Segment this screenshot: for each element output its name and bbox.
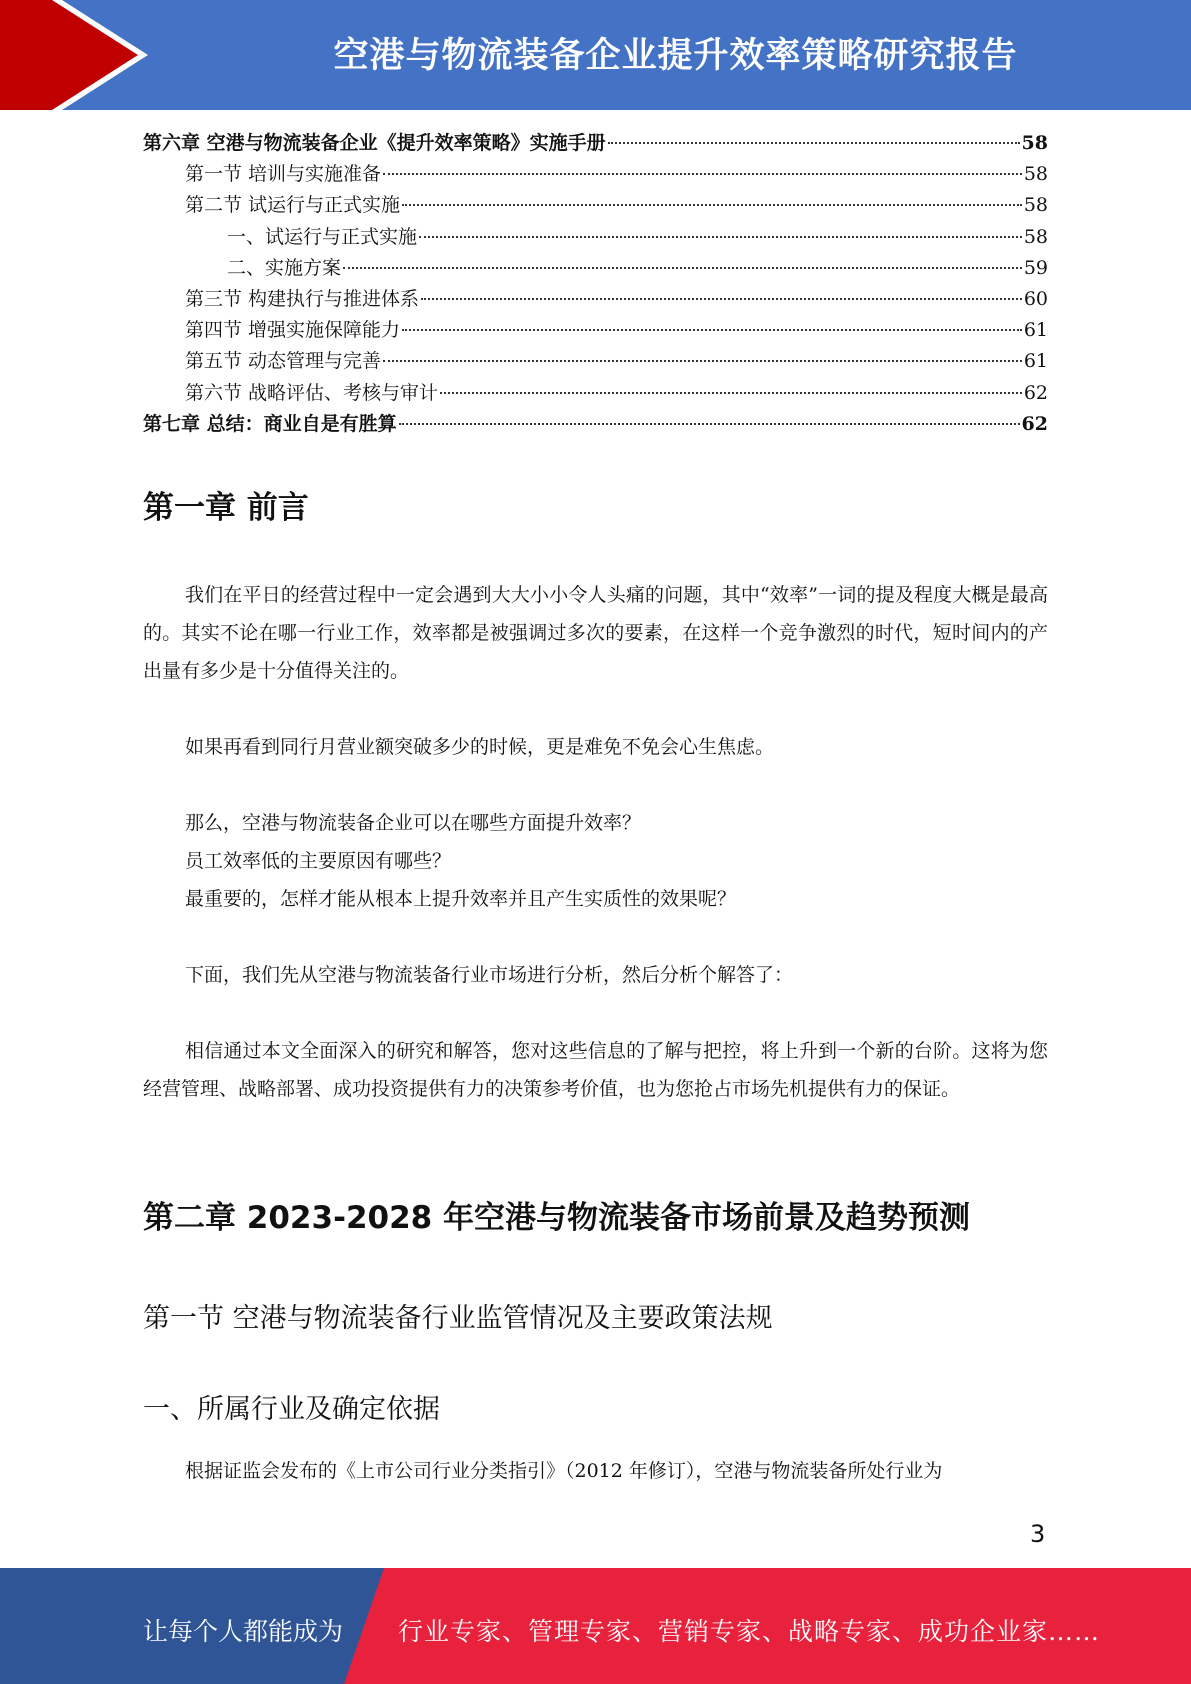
toc-entry-title: 二、实施方案 bbox=[227, 256, 342, 279]
paragraph: 如果再看到同行月营业额突破多少的时候，更是难免不免会心生焦虑。 bbox=[185, 736, 775, 758]
toc-leader-dots bbox=[608, 142, 1020, 144]
toc-entry[interactable] bbox=[143, 222, 1048, 253]
footer-banner bbox=[0, 1568, 1191, 1684]
toc-entry[interactable] bbox=[143, 284, 1048, 315]
toc-leader-dots bbox=[421, 298, 1022, 300]
paragraph: 根据证监会发布的《上市公司行业分类指引》（2012 年修订），空港与物流装备所处行业为 bbox=[185, 1460, 943, 1482]
toc-entry-title: 第六节 战略评估、考核与审计 bbox=[185, 381, 439, 404]
footer-slogan-left: 让每个人都能成为 bbox=[143, 1617, 344, 1646]
toc-entry-title: 第三节 构建执行与推进体系 bbox=[185, 287, 420, 310]
toc-entry-page: 60 bbox=[1023, 287, 1048, 310]
toc-entry-title: 第六章 空港与物流装备企业《提升效率策略》实施手册 bbox=[143, 132, 606, 154]
toc-entry-page: 58 bbox=[1023, 163, 1048, 186]
toc-entry[interactable] bbox=[143, 190, 1048, 221]
header-banner bbox=[0, 0, 1191, 110]
toc-entry-page: 58 bbox=[1021, 132, 1048, 154]
toc-entry-page: 61 bbox=[1023, 319, 1048, 342]
toc-leader-dots bbox=[383, 173, 1022, 175]
toc-entry[interactable] bbox=[143, 159, 1048, 190]
toc-entry-title: 一、试运行与正式实施 bbox=[227, 225, 418, 248]
toc-leader-dots bbox=[440, 392, 1022, 394]
toc-entry[interactable] bbox=[143, 128, 1048, 159]
paragraph: 员工效率低的主要原因有哪些？ bbox=[185, 850, 452, 872]
toc-entry-title: 第五节 动态管理与完善 bbox=[185, 350, 382, 373]
toc-entry-page: 58 bbox=[1023, 194, 1048, 217]
toc-leader-dots bbox=[383, 360, 1022, 362]
section-heading: 第一节 空港与物流装备行业监管情况及主要政策法规 bbox=[143, 1303, 773, 1334]
report-title: 空港与物流装备企业提升效率策略研究报告 bbox=[333, 36, 1018, 76]
toc-leader-dots bbox=[419, 236, 1022, 238]
toc-entry-title: 第七章 总结：商业自是有胜算 bbox=[143, 412, 397, 435]
toc-entry-page: 58 bbox=[1023, 225, 1048, 248]
toc-leader-dots bbox=[402, 204, 1022, 206]
toc-entry-title: 第一节 培训与实施准备 bbox=[185, 163, 382, 186]
paragraph: 那么，空港与物流装备企业可以在哪些方面提升效率？ bbox=[185, 812, 642, 834]
paragraph: 我们在平日的经营过程中一定会遇到大大小小令人头痛的问题，其中“效率”一词的提及程度大概是最高的。其实不论在哪一行业工作，效率都是被强调过多次的要素，在这样一个竞争激烈的时代，短时间内的产出量有多少是十分值得关注的。 bbox=[143, 584, 1048, 682]
toc-entry-title: 第四节 增强实施保障能力 bbox=[185, 319, 401, 342]
toc-entry[interactable] bbox=[143, 346, 1048, 377]
toc-entry[interactable] bbox=[143, 315, 1048, 346]
paragraph: 下面，我们先从空港与物流装备行业市场进行分析，然后分析个解答了： bbox=[185, 964, 794, 986]
header-chevron-icon bbox=[0, 0, 160, 110]
toc-leader-dots bbox=[399, 423, 1020, 425]
toc-leader-dots bbox=[402, 329, 1022, 331]
toc-entry-title: 第二节 试运行与正式实施 bbox=[185, 194, 401, 217]
chapter-heading: 第一章 前言 bbox=[143, 490, 309, 526]
paragraph: 相信通过本文全面深入的研究和解答，您对这些信息的了解与把控，将上升到一个新的台阶。这将为您经营管理、战略部署、成功投资提供有力的决策参考价值，也为您抢占市场先机提供有力的保证。 bbox=[143, 1040, 1048, 1100]
chapter-heading: 第二章 2023-2028 年空港与物流装备市场前景及趋势预测 bbox=[143, 1200, 971, 1236]
paragraph: 最重要的，怎样才能从根本上提升效率并且产生实质性的效果呢？ bbox=[185, 888, 737, 910]
footer-slogan-right: 行业专家、管理专家、营销专家、战略专家、成功企业家…… bbox=[398, 1617, 1101, 1646]
toc-entry-page: 61 bbox=[1023, 350, 1048, 373]
toc-entry-page: 62 bbox=[1023, 381, 1048, 404]
toc-leader-dots bbox=[343, 267, 1022, 269]
subsection-heading: 一、所属行业及确定依据 bbox=[143, 1394, 440, 1425]
toc-entry[interactable] bbox=[143, 378, 1048, 409]
page-number: 3 bbox=[1030, 1520, 1046, 1548]
toc-entry-page: 62 bbox=[1021, 412, 1048, 435]
table-of-contents bbox=[143, 128, 1048, 440]
toc-entry[interactable] bbox=[143, 253, 1048, 284]
toc-entry[interactable] bbox=[143, 409, 1048, 440]
toc-entry-page: 59 bbox=[1023, 256, 1048, 279]
